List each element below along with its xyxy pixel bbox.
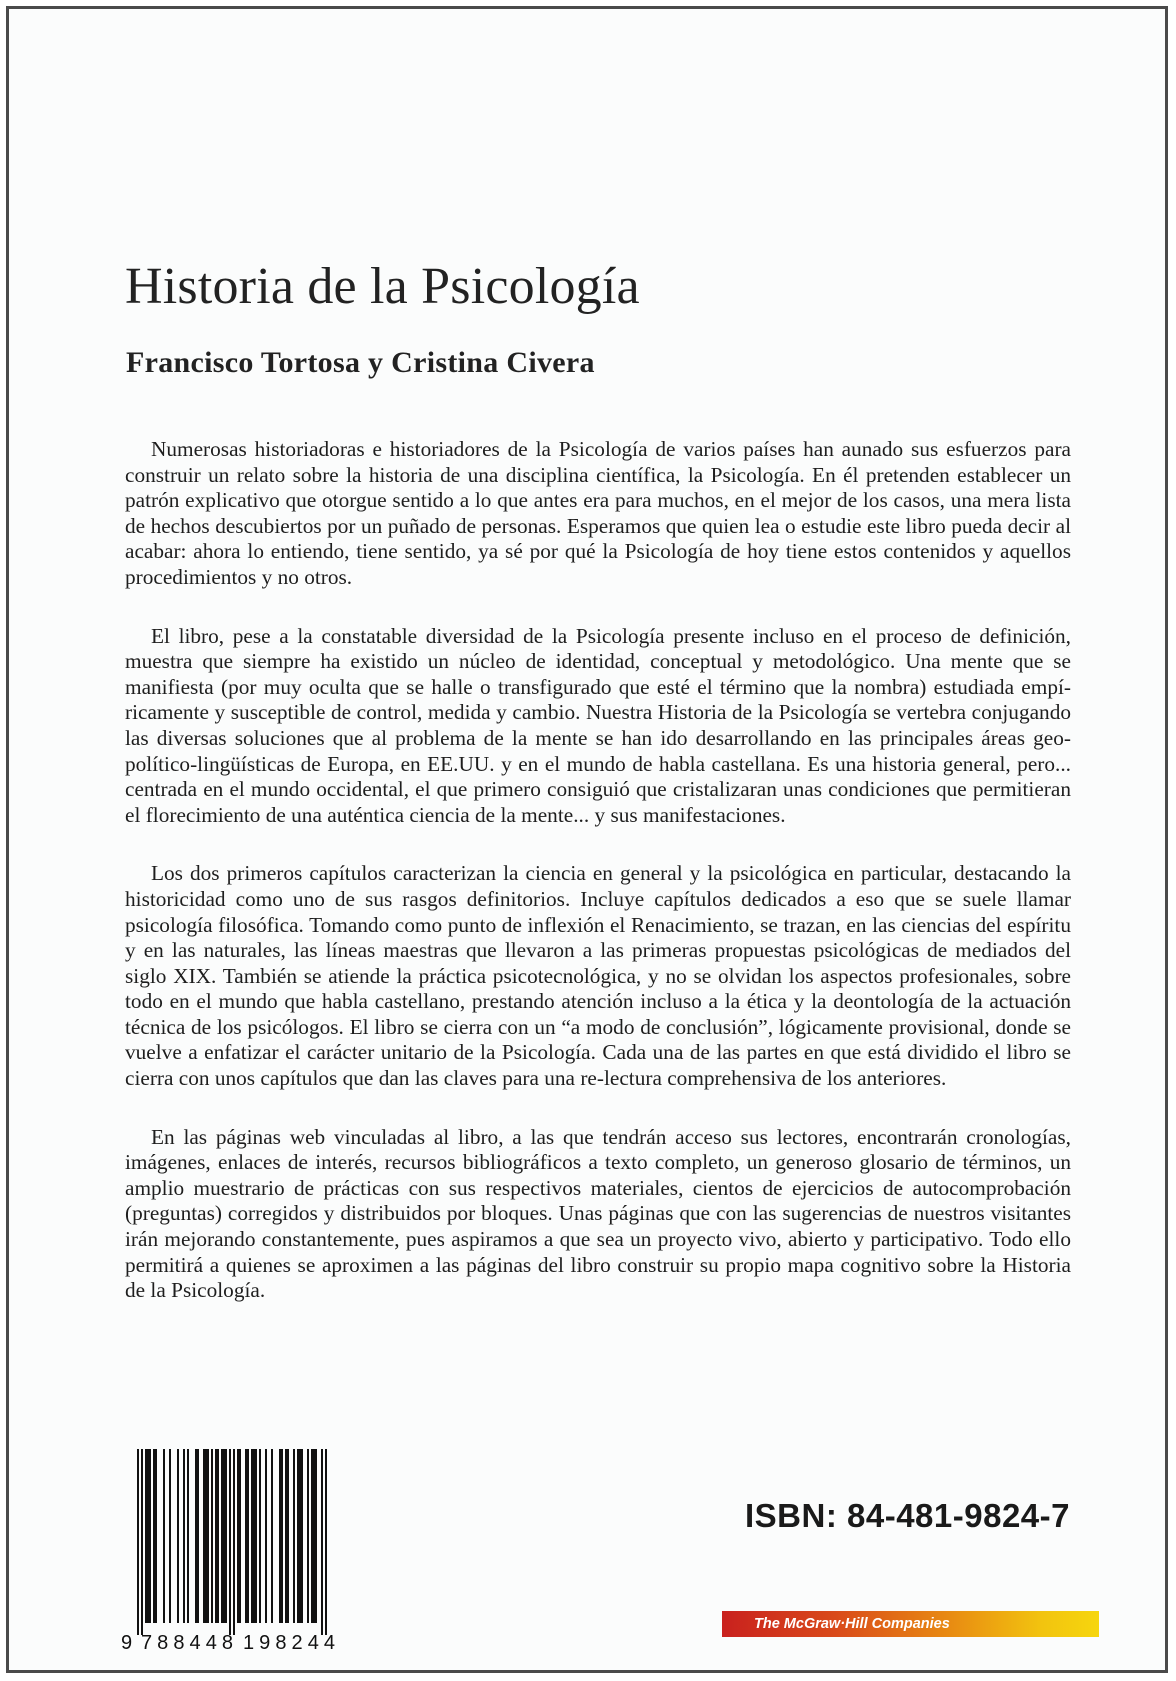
barcode-bar bbox=[141, 1449, 143, 1635]
barcode-bar bbox=[293, 1449, 295, 1623]
blurb bbox=[125, 437, 1071, 1337]
barcode-bar bbox=[313, 1449, 315, 1623]
barcode-bar bbox=[225, 1449, 227, 1623]
barcode-digit-first: 9 bbox=[121, 1632, 133, 1653]
barcode-bar bbox=[183, 1449, 185, 1623]
barcode-bar bbox=[297, 1449, 299, 1623]
barcode-bar bbox=[299, 1449, 301, 1623]
publisher-logo bbox=[722, 1611, 1099, 1637]
book-authors: Francisco Tortosa y Cristina Civera bbox=[126, 346, 595, 379]
barcode-digits-left: 788448 bbox=[141, 1632, 233, 1653]
barcode-bar bbox=[265, 1449, 267, 1623]
blurb-paragraph-1: Numerosas historiadoras e historiadores de la Psicología de varios países han aunado sus esfuerzos para construir un relato sobre la historia de una disciplina científica, la Psicología. En él pretenden establecer un patrón explicativo que otorgue sentido a lo que antes era para muchos, en el mejor de los casos, una mera lista de hechos descubiertos por un puñado de personas. Esperamos que quien lea o estudie este libro pueda decir al acabar: ahora lo entiendo, tiene sentido, ya sé por qué la Psicología de hoy tiene estos contenidos y aquellos procedimientos y no otros. bbox=[125, 437, 1071, 589]
barcode-bar bbox=[223, 1449, 225, 1623]
barcode-bar bbox=[285, 1449, 287, 1623]
barcode-digits-right: 198244 bbox=[243, 1632, 335, 1653]
barcode-bar bbox=[147, 1449, 149, 1623]
book-title: Historia de la Psicología bbox=[125, 258, 640, 315]
barcode-bar bbox=[301, 1449, 303, 1623]
barcode-bar bbox=[197, 1449, 199, 1623]
barcode-bar bbox=[245, 1449, 247, 1623]
barcode-bar bbox=[255, 1449, 257, 1623]
barcode-bar bbox=[187, 1449, 189, 1623]
barcode-bar bbox=[259, 1449, 261, 1623]
barcode-bar bbox=[169, 1449, 171, 1623]
barcode-bar bbox=[311, 1449, 313, 1623]
barcode-bar bbox=[287, 1449, 289, 1623]
barcode-bar bbox=[325, 1449, 327, 1635]
barcode-bar bbox=[315, 1449, 317, 1623]
barcode-bar bbox=[215, 1449, 217, 1623]
barcode-bar bbox=[163, 1449, 165, 1623]
barcode-bar bbox=[205, 1449, 207, 1623]
barcode-bar bbox=[239, 1449, 241, 1623]
barcode-bar bbox=[195, 1449, 197, 1623]
barcode-bar bbox=[137, 1449, 139, 1635]
barcode-bar bbox=[279, 1449, 281, 1623]
isbn: ISBN: 84-481-9824-7 bbox=[745, 1497, 1070, 1534]
barcode-bar bbox=[307, 1449, 309, 1623]
barcode-bar bbox=[237, 1449, 239, 1623]
blurb-paragraph-3: Los dos primeros capítulos caracterizan la ciencia en general y la psicológica en particular, destacando la historicidad como uno de sus rasgos definitorios. Incluye capítulos dedicados a eso que se suele llamar psicología filosófica. Tomando como punto de inflexión el Renacimiento, se trazan, en las ciencias del espíritu y en las naturales, las líneas maestras que llevaron a las primeras propuestas psicológicas de mediados del siglo XIX. También se atiende la práctica psicotecnológica, y no se olvidan los aspectos profesionales, sobre todo en el mundo que habla castellano, prestando atención incluso a la ética y la deontología de la actuación técnica de los psicólogos. El libro se cierra con un “a modo de conclusión”, lógicamente provisional, donde se vuelve a enfatizar el carácter unitario de la Psicología. Cada una de las partes en que está dividido el libro se cierra con unos capítulos que dan las claves para una re-lectura comprehensiva de los anteriores. bbox=[125, 861, 1071, 1091]
barcode-bar bbox=[229, 1449, 231, 1635]
barcode-graphic bbox=[119, 1449, 347, 1653]
barcode-bar bbox=[321, 1449, 323, 1635]
back-cover bbox=[6, 6, 1168, 1673]
barcode-bar bbox=[203, 1449, 205, 1623]
barcode-bar bbox=[211, 1449, 213, 1623]
barcode-bar bbox=[251, 1449, 253, 1623]
barcode-bar bbox=[281, 1449, 283, 1623]
barcode-bar bbox=[247, 1449, 249, 1623]
barcode-bar bbox=[221, 1449, 223, 1623]
barcode-bar bbox=[217, 1449, 219, 1623]
blurb-paragraph-2: El libro, pese a la constatable diversidad de la Psicología presente incluso en el proceso de definición, muestra que siempre ha existido un núcleo de identidad, conceptual y metodológico. Una mente que se manifiesta (por muy oculta que se halle o transfigurado que esté el término que la nombra) estudiada empíricamente y susceptible de control, medida y cambio. Nuestra Historia de la Psicología se vertebra conjugando las diversas soluciones que al problema de la mente se han ido desarrollando en las principales áreas geo-político-lingüísticas de Europa, en EE.UU. y en el mundo de habla castellana. Es una historia general, pero... centrada en el mundo occidental, el que primero consiguió que cristalizaran unas condiciones que permitieran el florecimiento de una auténtica ciencia de la mente... y sus manifestaciones. bbox=[125, 623, 1071, 827]
barcode bbox=[119, 1449, 347, 1653]
barcode-bar bbox=[207, 1449, 209, 1623]
barcode-bar bbox=[271, 1449, 273, 1623]
barcode-bar bbox=[153, 1449, 155, 1623]
barcode-bar bbox=[233, 1449, 235, 1635]
barcode-bar bbox=[155, 1449, 157, 1623]
barcode-bar bbox=[253, 1449, 255, 1623]
publisher-name: The McGraw·Hill Companies bbox=[754, 1616, 950, 1632]
barcode-bar bbox=[149, 1449, 151, 1623]
blurb-paragraph-4: En las páginas web vinculadas al libro, a las que tendrán acceso sus lectores, encontrarán cronologías, imágenes, enlaces de interés, recursos bibliográficos a texto completo, un generoso glosario de términos, un amplio muestrario de prácticas con sus respectivos materiales, cientos de ejercicios de autocomprobación (preguntas) corregidos y distribuidos por bloques. Unas páginas que con las sugerencias de nuestros visitantes irán mejorando constantemente, pues aspiramos a que sea un proyecto vivo, abierto y participativo. Todo ello permitirá a quienes se aproximen a las páginas del libro construir su propio mapa cognitivo sobre la Historia de la Psicología. bbox=[125, 1124, 1071, 1303]
barcode-bar bbox=[145, 1449, 147, 1623]
barcode-bar bbox=[177, 1449, 179, 1623]
